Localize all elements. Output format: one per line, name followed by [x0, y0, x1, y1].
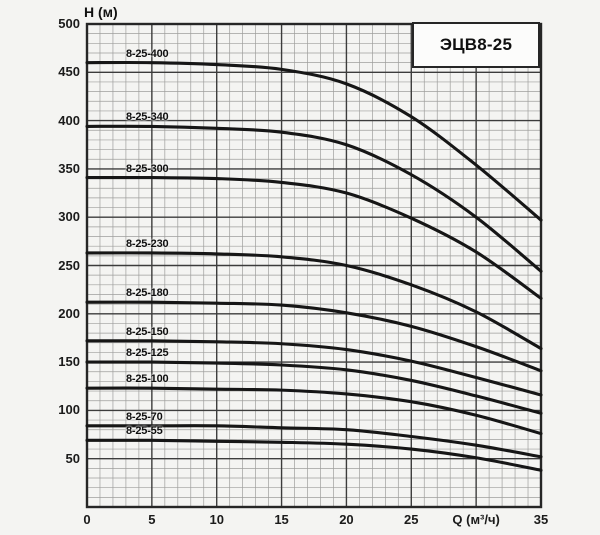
pump-curve-8-25-400 — [87, 62, 541, 220]
title-box — [412, 22, 540, 68]
y-tick-400: 400 — [58, 112, 80, 128]
curve-name-8-25-125: 8-25-125 — [126, 347, 169, 360]
y-tick-300: 300 — [58, 209, 80, 225]
x-tick-25: 25 — [404, 512, 419, 527]
y-tick-150: 150 — [58, 354, 80, 370]
y-tick-50: 50 — [65, 450, 80, 466]
curve-name-8-25-180: 8-25-180 — [126, 287, 169, 300]
y-tick-450: 450 — [58, 64, 80, 80]
x-tick-0: 0 — [83, 512, 91, 527]
curve-name-8-25-100: 8-25-100 — [126, 373, 169, 386]
x-tick-35: 35 — [533, 512, 549, 527]
y-tick-350: 350 — [58, 160, 80, 176]
y-tick-250: 250 — [58, 257, 80, 273]
curve-name-8-25-300: 8-25-300 — [126, 162, 169, 175]
y-tick-200: 200 — [58, 305, 80, 321]
curve-name-8-25-230: 8-25-230 — [126, 237, 169, 250]
curve-name-8-25-55: 8-25-55 — [126, 425, 163, 438]
curve-name-8-25-340: 8-25-340 — [126, 111, 169, 124]
x-tick-20: 20 — [339, 512, 354, 527]
y-tick-100: 100 — [58, 402, 80, 418]
x-axis-title: Q (м³/ч) — [452, 512, 500, 527]
x-tick-15: 15 — [274, 512, 289, 527]
curve-name-8-25-150: 8-25-150 — [126, 325, 169, 338]
x-tick-5: 5 — [148, 512, 156, 527]
y-axis-title: H (м) — [84, 4, 118, 20]
curve-name-8-25-400: 8-25-400 — [126, 47, 169, 60]
y-tick-500: 500 — [58, 16, 80, 31]
title-text: ЭЦВ8-25 — [439, 35, 513, 54]
x-tick-10: 10 — [209, 512, 224, 527]
curve-name-8-25-70: 8-25-70 — [126, 410, 163, 423]
